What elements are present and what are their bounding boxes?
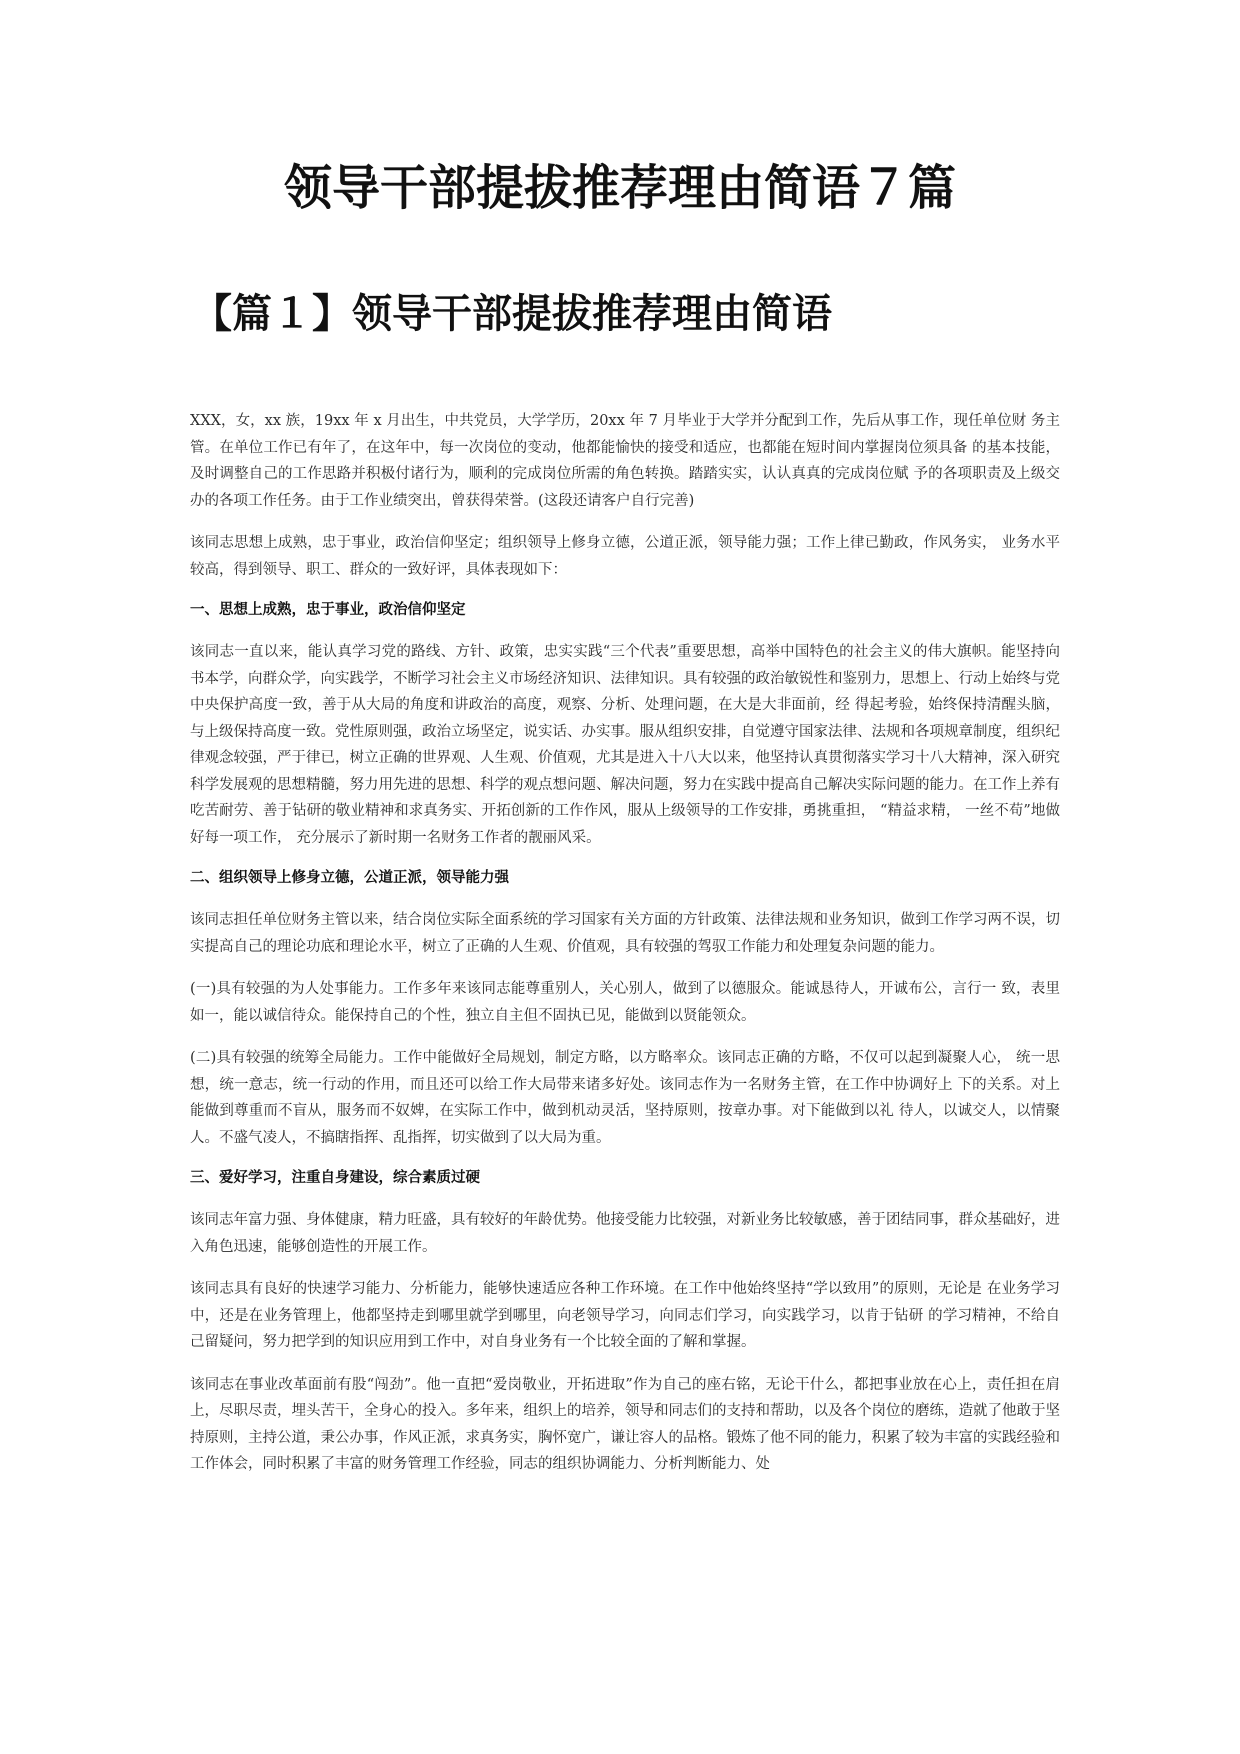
- heading-leadership: 二、组织领导上修身立德，公道正派，领导能力强: [190, 870, 509, 886]
- paragraph-overall-planning: (二)具有较强的统筹全局能力。工作中能做好全局规划，制定方略，以方略率众。该同志正确的方略，不仅可以起到凝聚人心， 统一思想，统一意志，统一行动的作用，而且还可以给工作大局带来诸多好处。该同志作为一名财务主管，在工作中协调好上 下的关系。对上能做到尊重而不盲从，服务而不奴婢，在实际工作中，做到机动灵活，坚持原则，按章办事。对下能做到以礼 待人，以诚交人，以情聚人。不盛气凌人，不搞瞎指挥、乱指挥，切实做到了以大局为重。: [190, 1050, 1060, 1146]
- document-body: [190, 408, 1060, 1494]
- paragraph-interpersonal: (一)具有较强的为人处事能力。工作多年来该同志能尊重别人，关心别人，做到了以德服众。能诚恳待人，开诚布公，言行一 致，表里如一，能以诚信待众。能保持自己的个性，独立自主但不固执已见，能做到以贤能领众。: [190, 981, 1060, 1024]
- paragraph-summary: 该同志思想上成熟，忠于事业，政治信仰坚定；组织领导上修身立德，公道正派，领导能力强；工作上律已勤政，作风务实， 业务水平较高，得到领导、职工、群众的一致好评，具体表现如下：: [190, 535, 1060, 578]
- paragraph-learning-ability: 该同志具有良好的快速学习能力、分析能力，能够快速适应各种工作环境。在工作中他始终坚持“学以致用”的原则，无论是 在业务学习中，还是在业务管理上，他都坚持走到哪里就学到哪里，向老领导学习，向同志们学习，向实践学习，以肯于钻研 的学习精神，不给自己留疑问，努力把学到的知识应用到工作中，对自身业务有一个比较全面的了解和掌握。: [190, 1281, 1060, 1350]
- paragraph-vitality: 该同志年富力强、身体健康，精力旺盛，具有较好的年龄优势。他接受能力比较强，对新业务比较敏感，善于团结同事，群众基础好，进入角色迅速，能够创造性的开展工作。: [190, 1212, 1060, 1255]
- document-title: 领导干部提拔推荐理由简语７篇: [283, 160, 956, 216]
- paragraph-ideology: 该同志一直以来，能认真学习党的路线、方针、政策，忠实实践“三个代表”重要思想，高举中国特色的社会主义的伟大旗帜。能坚持向书本学，向群众学，向实践学，不断学习社会主义市场经济知识、法律知识。具有较强的政治敏锐性和鉴别力，思想上、行动上始终与党中央保护高度一致，善于从大局的角度和讲政治的高度，观察、分析、处理问题，在大是大非面前，经 得起考验，始终保持清醒头脑，与上级保持高度一致。党性原则强，政治立场坚定，说实话、办实事。服从组织安排，自觉遵守国家法律、法规和各项规章制度，组织纪律观念较强，严于律已，树立正确的世界观、人生观、价值观，尤其是进入十八大以来，他坚持认真贯彻落实学习十八大精神，深入研究科学发展观的思想精髓，努力用先进的思想、科学的观点想问题、解决问题，努力在实践中提高自己解决实际问题的能力。在工作上养有吃苦耐劳、善于钻研的敬业精神和求真务实、开拓创新的工作作风，服从上级领导的工作安排，勇挑重担， “精益求精， 一丝不苟”地做好每一项工作， 充分展示了新时期一名财务工作者的靓丽风采。: [190, 644, 1060, 846]
- paragraph-leadership: 该同志担任单位财务主管以来，结合岗位实际全面系统的学习国家有关方面的方针政策、法律法规和业务知识，做到工作学习两不误，切实提高自己的理论功底和理论水平，树立了正确的人生观、价值观，具有较强的驾驭工作能力和处理复杂问题的能力。: [190, 912, 1060, 955]
- heading-learning: 三、爱好学习，注重自身建设，综合素质过硬: [190, 1170, 480, 1186]
- section-title: 【篇１】领导干部提拔推荐理由简语: [192, 290, 832, 337]
- paragraph-profile: XXX，女，xx 族，19xx 年 x 月出生，中共党员，大学学历，20xx 年 7 月毕业于大学并分配到工作，先后从事工作，现任单位财 务主管。在单位工作已有年了，在这年中，每一次岗位的变动，他都能愉快的接受和适应，也都能在短时间内掌握岗位须具备 的基本技能，及时调整自己的工作思路并积极付诸行为，顺利的完成岗位所需的角色转换。踏踏实实，认认真真的完成岗位赋 予的各项职责及上级交办的各项工作任务。由于工作业绩突出，曾获得荣誉。(这段还请客户自行完善): [190, 413, 1060, 509]
- heading-ideology: 一、思想上成熟，忠于事业，政治信仰坚定: [190, 602, 466, 618]
- paragraph-drive: 该同志在事业改革面前有股“闯劲”。他一直把“爱岗敬业，开拓进取”作为自己的座右铭，无论干什么，都把事业放在心上，责任担在肩上，尽职尽责，埋头苦干，全身心的投入。多年来，组织上的培养，领导和同志们的支持和帮助，以及各个岗位的磨练，造就了他敢于坚持原则，主持公道，秉公办事，作风正派，求真务实，胸怀宽广，谦让容人的品格。锻炼了他不同的能力，积累了较为丰富的实践经验和工作体会，同时积累了丰富的财务管理工作经验，同志的组织协调能力、分析判断能力、处: [190, 1376, 1060, 1472]
